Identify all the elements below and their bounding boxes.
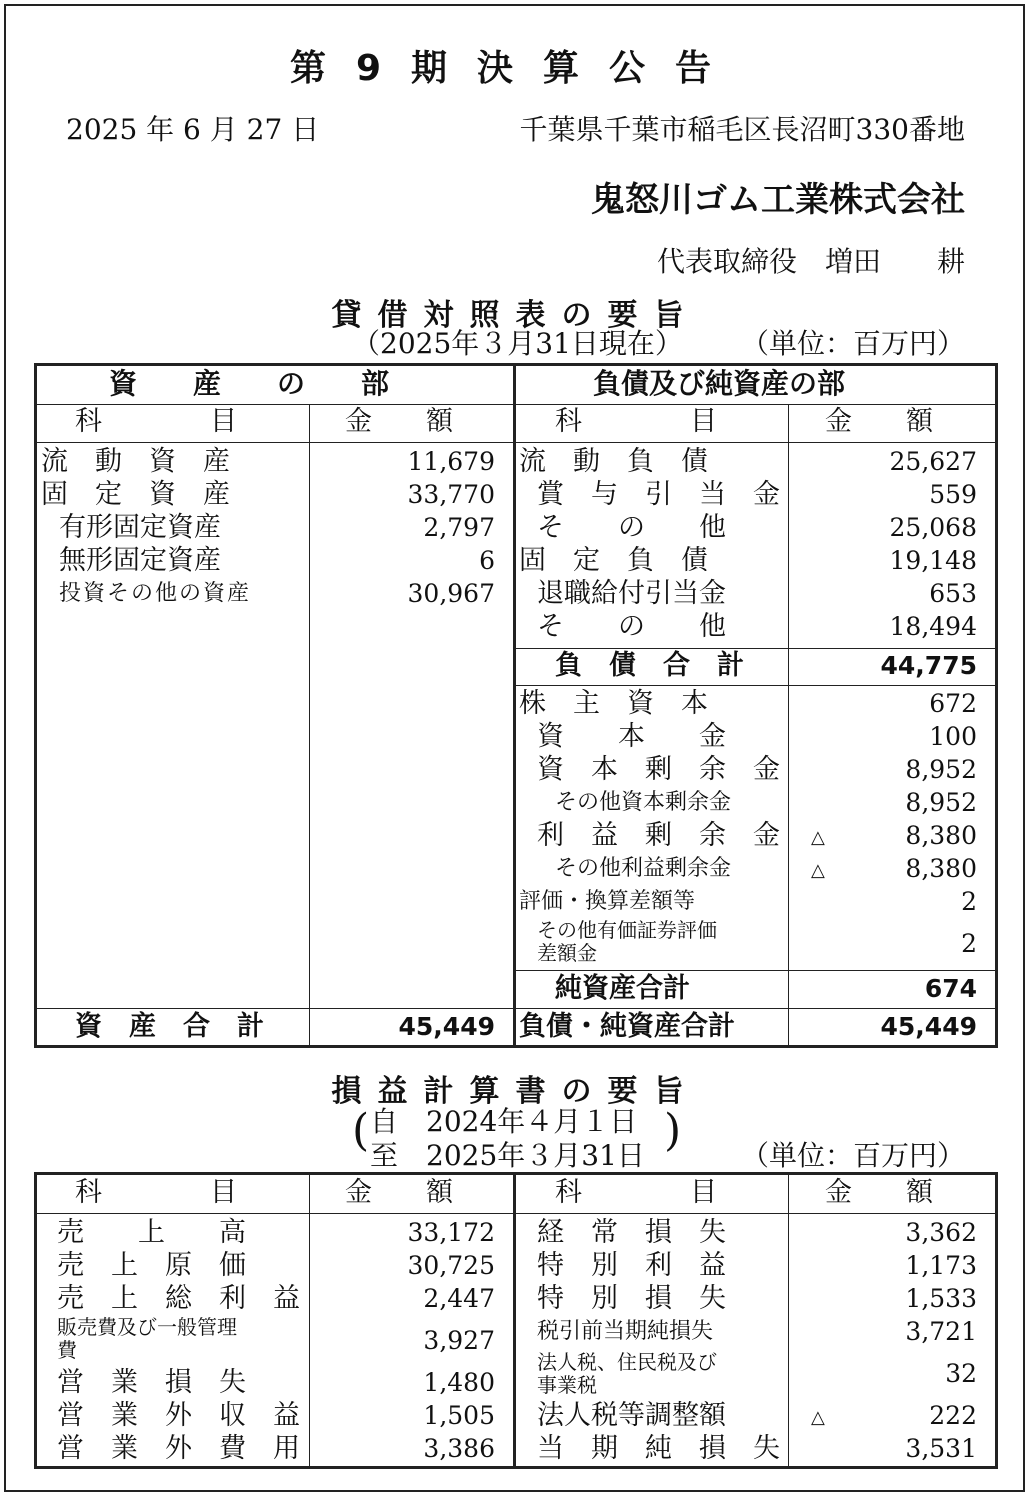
equity-label: 資 本 剰 余 金 [537, 754, 780, 785]
is-right-label: 法人税等調整額 [537, 1400, 726, 1431]
is-right-value: 1,173 [905, 1251, 977, 1280]
liab-value: 18,494 [889, 612, 977, 641]
col-item-header: 科 目 [555, 406, 717, 437]
equity-label: 資 本 金 [537, 721, 726, 752]
liab-total-value: 44,775 [880, 651, 977, 680]
equity-total-label: 純資産合計 [555, 973, 690, 1004]
assets-total-value: 45,449 [398, 1012, 495, 1041]
equity-label: その他利益剰余金 [555, 856, 732, 881]
col-amount-header: 金 額 [825, 406, 933, 437]
is-left-value: 3,927 [423, 1326, 495, 1355]
equity-label: その他資本剰余金 [555, 790, 732, 815]
negative-mark: △ [811, 860, 825, 881]
is-unit: （単位：百万円） [740, 1139, 965, 1172]
is-left-value: 2,447 [423, 1284, 495, 1313]
company-name: 鬼怒川ゴム工業株式会社 [591, 180, 965, 220]
liab-label: そ の 他 [537, 611, 726, 642]
equity-value: 8,380 [905, 854, 977, 883]
equity-label: 差額金 [537, 941, 597, 965]
is-right-value: 1,533 [905, 1284, 977, 1313]
liab-label: 流 動 負 債 [519, 446, 708, 477]
equity-value: 100 [929, 722, 977, 751]
representative: 代表取締役 増田 耕 [656, 245, 965, 278]
is-title: 損益計算書の要旨 [331, 1074, 700, 1109]
is-left-value: 1,505 [423, 1401, 495, 1430]
col-amount-header: 金 額 [825, 1177, 933, 1208]
equity-value: 2 [961, 887, 977, 916]
col-item-header: 科 目 [75, 406, 237, 437]
col-amount-header: 金 額 [345, 1177, 453, 1208]
asset-value: 2,797 [423, 513, 495, 542]
col-item-header: 科 目 [75, 1177, 237, 1208]
bs-title: 貸借対照表の要旨 [331, 298, 700, 333]
is-right-value: 3,721 [905, 1317, 977, 1346]
notice-date: 2025 年 6 月 27 日 [66, 113, 320, 146]
is-left-value: 3,386 [423, 1434, 495, 1463]
company-address: 千葉県千葉市稲毛区長沼町330番地 [519, 113, 965, 146]
asset-label: 有形固定資産 [59, 512, 221, 543]
equity-label: 評価・換算差額等 [519, 889, 696, 914]
liab-label: 固 定 負 債 [519, 545, 708, 576]
equity-label: その他有価証券評価 [537, 918, 717, 942]
asset-label: 固 定 資 産 [41, 479, 230, 510]
grand-total-value: 45,449 [880, 1012, 977, 1041]
equity-label: 株 主 資 本 [519, 688, 708, 719]
equity-total-value: 674 [924, 974, 977, 1003]
equity-value: 2 [961, 929, 977, 958]
equity-value: 8,952 [905, 788, 977, 817]
col-amount-header: 金 額 [345, 406, 453, 437]
asset-label: 投資その他の資産 [59, 581, 252, 606]
is-left-label: 営 業 外 費 用 [57, 1433, 300, 1464]
balance-sheet-table [34, 363, 998, 1048]
equity-value: 8,952 [905, 755, 977, 784]
is-period-to: 至 2025年３月31日 [370, 1139, 645, 1172]
bs-unit: （単位：百万円） [740, 327, 965, 360]
is-right-value: 3,531 [905, 1434, 977, 1463]
equity-label: 利 益 剰 余 金 [537, 820, 780, 851]
liab-value: 19,148 [889, 546, 977, 575]
grand-total-label: 負債・純資産合計 [519, 1011, 735, 1042]
liab-value: 25,627 [889, 447, 977, 476]
is-left-value: 30,725 [407, 1251, 495, 1280]
equity-value: 672 [929, 689, 977, 718]
negative-mark: △ [811, 827, 825, 848]
assets-section-header: 資 産 の 部 [109, 367, 390, 400]
is-left-label: 売 上 総 利 益 [57, 1283, 300, 1314]
is-right-label: 特 別 利 益 [537, 1250, 726, 1281]
is-right-label: 当 期 純 損 失 [537, 1433, 780, 1464]
is-right-value: 32 [945, 1359, 977, 1388]
negative-mark: △ [811, 1407, 825, 1428]
is-right-label: 事業税 [537, 1373, 597, 1397]
liab-value: 25,068 [889, 513, 977, 542]
is-left-label: 営 業 外 収 益 [57, 1400, 300, 1431]
is-right-value: 3,362 [905, 1218, 977, 1247]
asset-value: 30,967 [407, 579, 495, 608]
is-right-label: 税引前当期純損失 [537, 1319, 714, 1344]
close-paren: ) [664, 1105, 682, 1156]
liab-label: そ の 他 [537, 512, 726, 543]
is-left-label: 売 上 高 [57, 1217, 246, 1248]
assets-total-label: 資 産 合 計 [75, 1011, 264, 1042]
is-right-label: 経 常 損 失 [537, 1217, 726, 1248]
is-right-label: 特 別 損 失 [537, 1283, 726, 1314]
liab-section-header: 負債及び純資産の部 [593, 367, 846, 400]
asset-value: 11,679 [407, 447, 495, 476]
asset-value: 6 [479, 546, 495, 575]
open-paren: ( [352, 1105, 370, 1156]
bs-as-of: （2025年３月31日現在） [352, 327, 683, 360]
asset-value: 33,770 [407, 480, 495, 509]
liab-value: 653 [929, 579, 977, 608]
liab-total-label: 負 債 合 計 [555, 650, 744, 681]
is-right-label: 法人税、住民税及び [537, 1350, 717, 1374]
income-statement-table [34, 1172, 998, 1469]
liab-label: 賞 与 引 当 金 [537, 479, 780, 510]
is-right-value: 222 [929, 1401, 977, 1430]
is-left-value: 1,480 [423, 1368, 495, 1397]
is-period-from: 自 2024年４月１日 [370, 1105, 638, 1138]
liab-value: 559 [929, 480, 977, 509]
is-left-value: 33,172 [407, 1218, 495, 1247]
notice-title: 第9期決算公告 [289, 48, 742, 89]
liab-label: 退職給付引当金 [537, 578, 726, 609]
col-item-header: 科 目 [555, 1177, 717, 1208]
is-left-label: 売 上 原 価 [57, 1250, 246, 1281]
is-left-label: 販売費及び一般管理 [57, 1315, 237, 1339]
is-left-label: 営 業 損 失 [57, 1367, 246, 1398]
is-left-label: 費 [57, 1338, 77, 1362]
asset-label: 流 動 資 産 [41, 446, 230, 477]
asset-label: 無形固定資産 [59, 545, 221, 576]
equity-value: 8,380 [905, 821, 977, 850]
